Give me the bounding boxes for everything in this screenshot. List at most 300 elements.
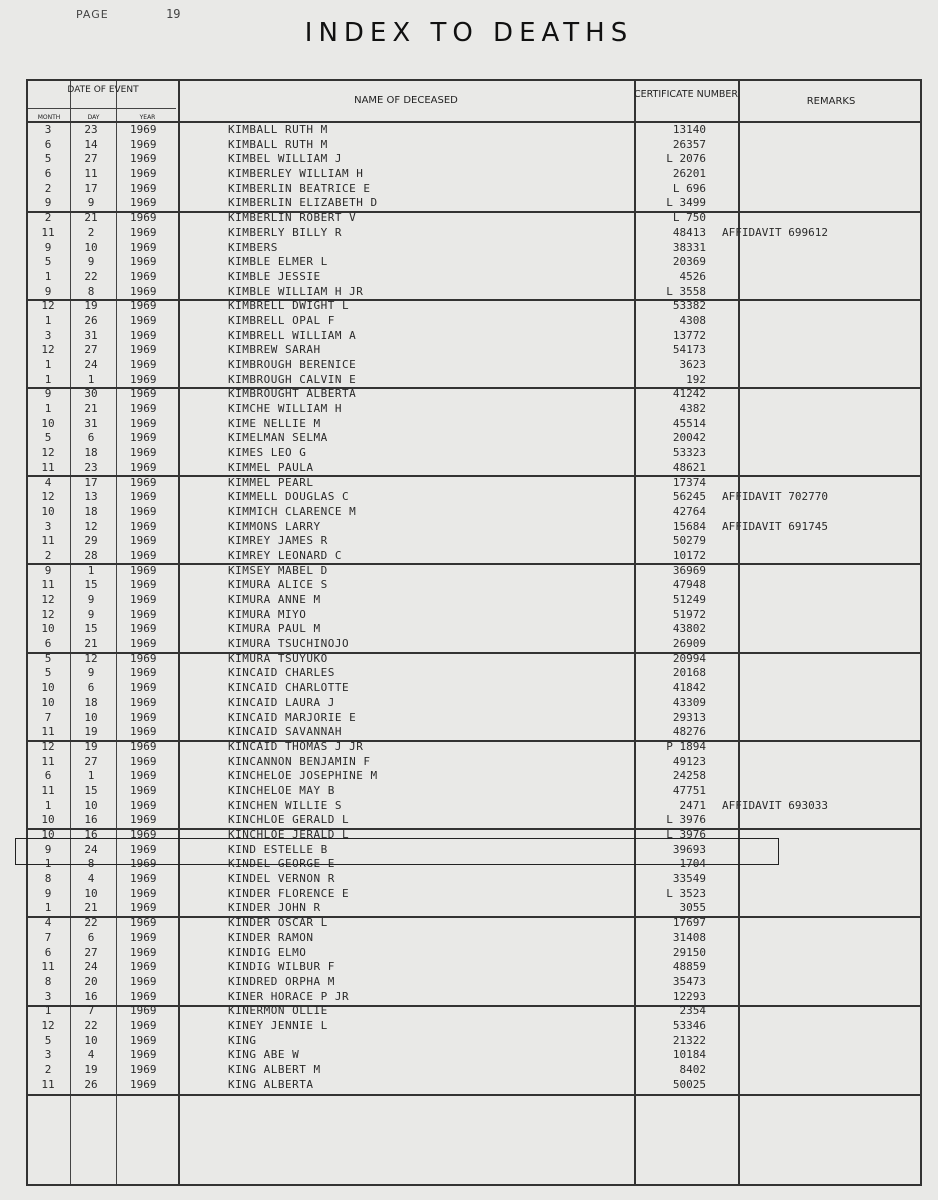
day-cell: 6 — [87, 431, 95, 445]
table-row — [28, 652, 924, 667]
certificate-cell: L 750 — [672, 211, 706, 225]
certificate-cell: 29313 — [672, 710, 706, 724]
month-cell: 9 — [44, 842, 52, 856]
table-row — [28, 549, 924, 564]
certificate-cell: 10184 — [672, 1048, 706, 1062]
table-row — [28, 1078, 924, 1093]
remarks-cell: AFFIDAVIT 693033 — [722, 798, 828, 812]
certificate-cell: 26201 — [672, 167, 706, 181]
name-cell: KIMCHE WILLIAM H — [228, 402, 342, 416]
certificate-cell: 56245 — [672, 490, 706, 504]
month-cell: 2 — [44, 211, 52, 225]
year-cell: 1969 — [130, 387, 157, 401]
year-cell: 1969 — [130, 255, 157, 269]
month-cell: 4 — [44, 475, 52, 489]
name-cell: KINDER JOHN R — [228, 901, 321, 915]
month-cell: 2 — [44, 548, 52, 562]
table-row — [28, 711, 924, 726]
day-cell: 9 — [87, 666, 95, 680]
certificate-cell: 31408 — [672, 930, 706, 944]
table-row — [28, 476, 924, 491]
table-row — [28, 505, 924, 520]
month-cell: 12 — [41, 607, 55, 621]
table-row — [28, 916, 924, 931]
month-cell: 1 — [44, 857, 52, 871]
certificate-cell: 8402 — [679, 1063, 706, 1076]
certificate-cell: 26909 — [672, 637, 706, 651]
name-cell: KINCHEN WILLIE S — [228, 798, 342, 812]
year-cell: 1969 — [130, 490, 157, 504]
month-cell: 3 — [44, 328, 52, 342]
table-row — [28, 534, 924, 549]
name-cell: KIME NELLIE M — [228, 416, 321, 430]
year-cell: 1969 — [130, 1004, 157, 1018]
year-cell: 1969 — [130, 1063, 157, 1076]
name-cell: KINERMON OLLIE — [228, 1004, 328, 1018]
year-cell: 1969 — [130, 548, 157, 562]
month-cell: 9 — [44, 563, 52, 577]
name-cell: KINDIG WILBUR F — [228, 960, 335, 974]
certificate-cell: 36969 — [672, 563, 706, 577]
month-cell: 9 — [44, 886, 52, 900]
year-cell: 1969 — [130, 989, 157, 1003]
certificate-cell: 13140 — [672, 123, 706, 136]
certificate-cell: L 2076 — [666, 152, 706, 166]
table-row — [28, 901, 924, 916]
table-row — [28, 1048, 924, 1063]
name-cell: KING ALBERT M — [228, 1063, 321, 1076]
year-cell: 1969 — [130, 828, 157, 841]
certificate-cell: 38331 — [672, 240, 706, 254]
month-cell: 9 — [44, 240, 52, 254]
month-cell: 6 — [44, 167, 52, 181]
month-header: MONTH — [37, 114, 61, 121]
year-cell: 1969 — [130, 299, 157, 313]
certificate-header: CERTIFICATE NUMBER — [634, 89, 739, 100]
day-cell: 12 — [84, 651, 98, 665]
day-cell: 14 — [84, 137, 98, 151]
certificate-cell: 51972 — [672, 607, 706, 621]
name-cell: KIMBERS — [228, 240, 278, 254]
table-row — [28, 813, 924, 828]
day-cell: 31 — [84, 416, 98, 430]
month-cell: 3 — [44, 1048, 52, 1062]
remarks-header: REMARKS — [806, 96, 856, 107]
day-cell: 8 — [87, 284, 95, 298]
month-cell: 5 — [44, 651, 52, 665]
table-row — [28, 622, 924, 637]
certificate-cell: 10172 — [672, 548, 706, 562]
day-cell: 10 — [84, 240, 98, 254]
name-cell: KING ABE W — [228, 1048, 300, 1062]
year-cell: 1969 — [130, 137, 157, 151]
certificate-cell: 47751 — [672, 783, 706, 797]
year-cell: 1969 — [130, 181, 157, 195]
certificate-cell: 17374 — [672, 475, 706, 489]
certificate-cell: 39693 — [672, 842, 706, 856]
table-row — [28, 666, 924, 681]
table-row — [28, 593, 924, 608]
table-row — [28, 608, 924, 623]
table-row — [28, 329, 924, 344]
name-cell: KIMES LEO G — [228, 446, 307, 460]
name-cell: KINDER FLORENCE E — [228, 886, 350, 900]
year-cell: 1969 — [130, 358, 157, 371]
month-cell: 3 — [44, 519, 52, 533]
remarks-cell: AFFIDAVIT 691745 — [722, 519, 828, 533]
month-cell: 12 — [41, 739, 55, 753]
certificate-cell: 3055 — [679, 901, 706, 915]
remarks-cell: AFFIDAVIT 699612 — [722, 225, 828, 239]
year-cell: 1969 — [130, 725, 157, 739]
certificate-cell: 4382 — [679, 402, 706, 416]
month-cell: 11 — [41, 460, 55, 474]
table-row — [28, 1063, 924, 1078]
month-cell: 1 — [44, 313, 52, 327]
month-cell: 1 — [44, 901, 52, 915]
month-cell: 6 — [44, 137, 52, 151]
month-cell: 9 — [44, 284, 52, 298]
table-row — [28, 358, 924, 373]
certificate-cell: 2471 — [679, 798, 706, 812]
year-cell: 1969 — [130, 974, 157, 988]
month-cell: 1 — [44, 358, 52, 371]
year-cell: 1969 — [130, 504, 157, 518]
certificate-cell: 1704 — [679, 857, 706, 871]
day-cell: 13 — [84, 490, 98, 504]
table-row — [28, 696, 924, 711]
certificate-cell: 41842 — [672, 681, 706, 695]
month-cell: 5 — [44, 255, 52, 269]
month-cell: 12 — [41, 593, 55, 606]
certificate-cell: 13772 — [672, 328, 706, 342]
table-row — [28, 241, 924, 256]
name-cell: KIMBERLIN ELIZABETH D — [228, 196, 378, 210]
certificate-cell: 47948 — [672, 578, 706, 592]
certificate-cell: L 3976 — [666, 828, 706, 841]
month-cell: 9 — [44, 196, 52, 210]
year-cell: 1969 — [130, 842, 157, 856]
table-row — [28, 152, 924, 167]
year-cell: 1969 — [130, 475, 157, 489]
day-cell: 24 — [84, 842, 98, 856]
month-cell: 5 — [44, 431, 52, 445]
certificate-cell: 54173 — [672, 343, 706, 357]
day-cell: 27 — [84, 343, 98, 357]
month-cell: 7 — [44, 930, 52, 944]
certificate-cell: 43802 — [672, 622, 706, 636]
certificate-cell: 41242 — [672, 387, 706, 401]
year-cell: 1969 — [130, 343, 157, 357]
day-cell: 8 — [87, 857, 95, 871]
name-cell: KIMBROUGHT ALBERTA — [228, 387, 357, 401]
table-row — [28, 446, 924, 461]
table-row — [28, 887, 924, 902]
year-cell: 1969 — [130, 798, 157, 812]
table-row — [28, 196, 924, 211]
day-cell: 9 — [87, 593, 95, 606]
table-row — [28, 182, 924, 197]
month-cell: 1 — [44, 402, 52, 416]
day-cell: 27 — [84, 152, 98, 166]
group-divider — [28, 1094, 920, 1096]
year-cell: 1969 — [130, 240, 157, 254]
day-cell: 21 — [84, 211, 98, 225]
day-cell: 1 — [87, 563, 95, 577]
certificate-cell: P 1894 — [666, 739, 706, 753]
day-cell: 6 — [87, 930, 95, 944]
name-cell: KINCAID MARJORIE E — [228, 710, 357, 724]
day-cell: 23 — [84, 460, 98, 474]
page-number: 19 — [166, 7, 181, 21]
name-cell: KINDRED ORPHA M — [228, 974, 335, 988]
name-cell: KIMBALL RUTH M — [228, 123, 328, 136]
year-cell: 1969 — [130, 886, 157, 900]
month-cell: 10 — [41, 828, 55, 841]
year-cell: 1969 — [130, 813, 157, 827]
certificate-cell: 35473 — [672, 974, 706, 988]
day-cell: 10 — [84, 886, 98, 900]
certificate-cell: 21322 — [672, 1033, 706, 1047]
name-cell: KINCANNON BENJAMIN F — [228, 754, 371, 768]
table-row — [28, 461, 924, 476]
table-row — [28, 343, 924, 358]
name-cell: KIMBERLY BILLY R — [228, 225, 342, 239]
month-cell: 1 — [44, 1004, 52, 1018]
day-cell: 10 — [84, 1033, 98, 1047]
name-cell: KIMMICH CLARENCE M — [228, 504, 357, 518]
certificate-cell: 17697 — [672, 916, 706, 930]
day-cell: 31 — [84, 328, 98, 342]
day-cell: 4 — [87, 872, 95, 886]
table-row — [28, 285, 924, 300]
name-cell: KINER HORACE P JR — [228, 989, 350, 1003]
name-cell: KIMBRELL DWIGHT L — [228, 299, 350, 313]
day-cell: 18 — [84, 695, 98, 709]
year-cell: 1969 — [130, 284, 157, 298]
table-row — [28, 255, 924, 270]
table-body — [28, 123, 924, 1092]
year-cell: 1969 — [130, 916, 157, 930]
year-cell: 1969 — [130, 460, 157, 474]
month-cell: 6 — [44, 769, 52, 783]
month-cell: 8 — [44, 974, 52, 988]
year-cell: 1969 — [130, 563, 157, 577]
year-cell: 1969 — [130, 1077, 157, 1091]
certificate-cell: 51249 — [672, 593, 706, 606]
name-cell: KIMMONS LARRY — [228, 519, 321, 533]
table-row — [28, 270, 924, 285]
year-cell: 1969 — [130, 769, 157, 783]
certificate-cell: L 3976 — [666, 813, 706, 827]
day-cell: 22 — [84, 1018, 98, 1032]
month-cell: 5 — [44, 1033, 52, 1047]
name-cell: KINDIG ELMO — [228, 945, 307, 959]
day-cell: 1 — [87, 372, 95, 386]
name-cell: KING — [228, 1033, 257, 1047]
certificate-cell: 20168 — [672, 666, 706, 680]
day-cell: 17 — [84, 181, 98, 195]
certificate-cell: L 696 — [672, 181, 706, 195]
table-row — [28, 990, 924, 1005]
year-cell: 1969 — [130, 211, 157, 225]
month-cell: 2 — [44, 181, 52, 195]
table-row — [28, 211, 924, 226]
certificate-cell: 20994 — [672, 651, 706, 665]
year-cell: 1969 — [130, 1033, 157, 1047]
name-cell: KIMBROUGH BERENICE — [228, 358, 357, 371]
year-cell: 1969 — [130, 754, 157, 768]
year-cell: 1969 — [130, 710, 157, 724]
certificate-cell: 33549 — [672, 872, 706, 886]
name-cell: KINDER RAMON — [228, 930, 314, 944]
day-cell: 26 — [84, 313, 98, 327]
year-header: YEAR — [139, 114, 156, 121]
certificate-cell: 50025 — [672, 1077, 706, 1091]
day-cell: 22 — [84, 916, 98, 930]
day-cell: 18 — [84, 504, 98, 518]
date-of-event-header: DATE OF EVENT — [67, 85, 139, 95]
day-cell: 28 — [84, 548, 98, 562]
certificate-cell: 48621 — [672, 460, 706, 474]
month-cell: 7 — [44, 710, 52, 724]
year-cell: 1969 — [130, 695, 157, 709]
certificate-cell: 53346 — [672, 1018, 706, 1032]
month-cell: 8 — [44, 872, 52, 886]
month-cell: 6 — [44, 637, 52, 651]
month-cell: 11 — [41, 578, 55, 592]
month-cell: 11 — [41, 783, 55, 797]
selected-row-highlight — [15, 838, 779, 865]
month-cell: 9 — [44, 387, 52, 401]
name-cell: KINCHELOE JOSEPHINE M — [228, 769, 378, 783]
certificate-cell: 48276 — [672, 725, 706, 739]
month-cell: 3 — [44, 123, 52, 136]
month-cell: 4 — [44, 916, 52, 930]
year-cell: 1969 — [130, 666, 157, 680]
certificate-cell: 4308 — [679, 313, 706, 327]
name-cell: KIMMELL DOUGLAS C — [228, 490, 350, 504]
name-cell: KIMREY JAMES R — [228, 534, 328, 548]
certificate-cell: L 3523 — [666, 886, 706, 900]
year-cell: 1969 — [130, 637, 157, 651]
certificate-cell: L 3499 — [666, 196, 706, 210]
day-cell: 27 — [84, 945, 98, 959]
month-cell: 12 — [41, 446, 55, 460]
name-cell: KING ALBERTA — [228, 1077, 314, 1091]
certificate-cell: 53323 — [672, 446, 706, 460]
name-cell: KINCAID LAURA J — [228, 695, 335, 709]
certificate-cell: 4526 — [679, 269, 706, 283]
table-row — [28, 975, 924, 990]
certificate-cell: 42764 — [672, 504, 706, 518]
certificate-cell: 15684 — [672, 519, 706, 533]
table-row — [28, 799, 924, 814]
day-cell: 29 — [84, 534, 98, 548]
name-cell: KIMBROUGH CALVIN E — [228, 372, 357, 386]
table-row — [28, 387, 924, 402]
table-row — [28, 490, 924, 505]
day-cell: 23 — [84, 123, 98, 136]
month-cell: 10 — [41, 681, 55, 695]
table-row — [28, 960, 924, 975]
month-cell: 3 — [44, 989, 52, 1003]
day-cell: 15 — [84, 578, 98, 592]
day-cell: 11 — [84, 167, 98, 181]
name-cell: KIMMEL PAULA — [228, 460, 314, 474]
certificate-cell: 192 — [686, 372, 706, 386]
year-cell: 1969 — [130, 783, 157, 797]
name-header: NAME OF DECEASED — [354, 95, 458, 106]
year-cell: 1969 — [130, 1018, 157, 1032]
day-cell: 12 — [84, 519, 98, 533]
year-cell: 1969 — [130, 901, 157, 915]
day-cell: 9 — [87, 255, 95, 269]
year-cell: 1969 — [130, 857, 157, 871]
day-cell: 16 — [84, 813, 98, 827]
name-cell: KIMELMAN SELMA — [228, 431, 328, 445]
name-cell: KINCHLOE GERALD L — [228, 813, 350, 827]
name-cell: KIND ESTELLE B — [228, 842, 328, 856]
name-cell: KIMBRELL WILLIAM A — [228, 328, 357, 342]
name-cell: KINCHLOE JERALD L — [228, 828, 350, 841]
certificate-cell: L 3558 — [666, 284, 706, 298]
day-cell: 30 — [84, 387, 98, 401]
month-cell: 5 — [44, 152, 52, 166]
month-cell: 11 — [41, 534, 55, 548]
day-cell: 20 — [84, 974, 98, 988]
certificate-cell: 29150 — [672, 945, 706, 959]
year-cell: 1969 — [130, 372, 157, 386]
certificate-cell: 2354 — [679, 1004, 706, 1018]
table-row — [28, 299, 924, 314]
day-cell: 15 — [84, 622, 98, 636]
year-cell: 1969 — [130, 739, 157, 753]
name-cell: KIMBLE JESSIE — [228, 269, 321, 283]
name-cell: KIMURA ANNE M — [228, 593, 321, 606]
table-row — [28, 431, 924, 446]
name-cell: KIMURA TSUYUKO — [228, 651, 328, 665]
day-cell: 10 — [84, 710, 98, 724]
table-row — [28, 725, 924, 740]
month-cell: 1 — [44, 372, 52, 386]
divider — [28, 108, 176, 109]
certificate-cell: 50279 — [672, 534, 706, 548]
year-cell: 1969 — [130, 431, 157, 445]
table-row — [28, 784, 924, 799]
day-cell: 6 — [87, 681, 95, 695]
day-header: DAY — [87, 114, 100, 121]
day-cell: 10 — [84, 798, 98, 812]
month-cell: 10 — [41, 504, 55, 518]
name-cell: KIMBLE ELMER L — [228, 255, 328, 269]
year-cell: 1969 — [130, 593, 157, 606]
day-cell: 24 — [84, 960, 98, 974]
name-cell: KINCAID SAVANNAH — [228, 725, 342, 739]
name-cell: KINCAID CHARLOTTE — [228, 681, 350, 695]
table-row — [28, 402, 924, 417]
year-cell: 1969 — [130, 123, 157, 136]
death-index-table — [26, 79, 922, 1186]
certificate-cell: 48413 — [672, 225, 706, 239]
year-cell: 1969 — [130, 930, 157, 944]
day-cell: 27 — [84, 754, 98, 768]
year-cell: 1969 — [130, 534, 157, 548]
certificate-cell: 20042 — [672, 431, 706, 445]
table-row — [28, 931, 924, 946]
month-cell: 1 — [44, 269, 52, 283]
name-cell: KINCHELOE MAY B — [228, 783, 335, 797]
